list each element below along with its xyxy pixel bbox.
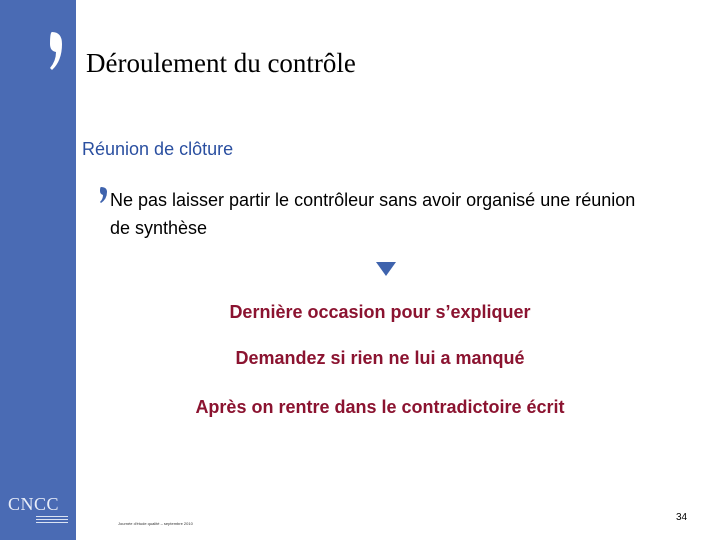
- outcome-2: Demandez si rien ne lui a manqué: [235, 348, 525, 368]
- logo-subtitle-lines: [36, 516, 68, 526]
- page-number: 34: [676, 512, 688, 523]
- bullet-text: Ne pas laisser partir le contrôleur sans avoir organisé une réunion de synthèse: [110, 190, 636, 238]
- apostrophe-bullet-icon: [100, 186, 108, 204]
- logo-name: CNCC: [8, 494, 60, 514]
- slide-title: Déroulement du contrôle: [86, 48, 356, 78]
- outcome-3: Après on rentre dans le contradictoire écrit: [195, 397, 565, 417]
- footer-text: Journée d'étude qualité – septembre 2010: [118, 521, 193, 526]
- left-sidebar: [0, 0, 76, 540]
- outcome-1: Dernière occasion pour s’expliquer: [229, 302, 531, 322]
- down-triangle-arrow-icon: [376, 262, 396, 276]
- apostrophe-mark-icon: [50, 30, 64, 72]
- cncc-logo: [6, 490, 70, 530]
- section-heading: Réunion de clôture: [82, 139, 234, 159]
